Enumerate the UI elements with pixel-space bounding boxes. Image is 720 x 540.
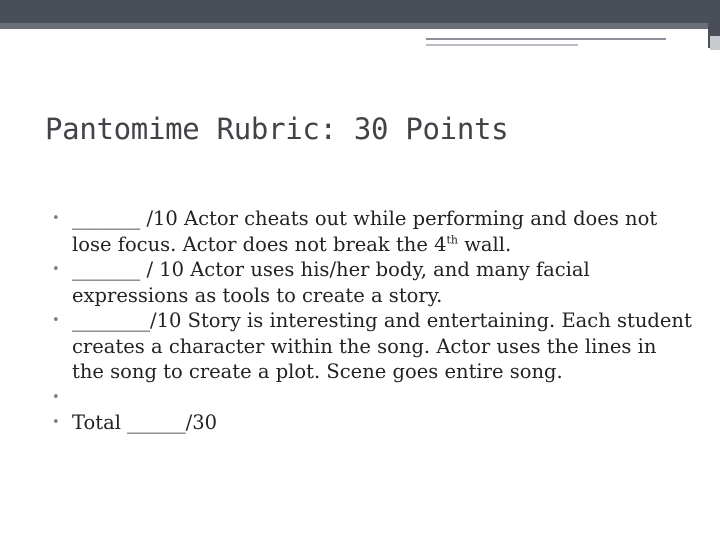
decorative-line-short xyxy=(426,44,578,46)
rubric-item-focus xyxy=(52,206,692,257)
rubric-item-empty xyxy=(52,385,692,411)
corner-block-light xyxy=(710,36,720,50)
total-score-text: Total ______/30 xyxy=(72,411,218,434)
bullet-icon: • xyxy=(52,415,60,430)
top-bar xyxy=(0,0,720,21)
ordinal-suffix: th xyxy=(446,232,459,246)
decorative-line xyxy=(426,38,666,40)
rubric-item-text: ________/10 Story is interesting and entertaining. Each student creates a character within the song. Actor uses the lines in the song to create a plot. Scene goes entire song. xyxy=(72,309,692,383)
top-bar-accent-light xyxy=(0,23,708,29)
rubric-item-total xyxy=(52,410,692,436)
rubric-item-body-expression xyxy=(52,257,692,308)
slide-title: Pantomime Rubric: 30 Points xyxy=(45,112,509,146)
rubric-item-text: _______ / 10 Actor uses his/her body, and many facial expressions as tools to create a story. xyxy=(72,258,590,307)
rubric-item-text-main: _______ /10 Actor cheats out while performing and does not lose focus. Actor does not break the 4 xyxy=(72,207,658,256)
rubric-item-text xyxy=(72,207,657,256)
bullet-icon: • xyxy=(52,211,60,226)
bullet-icon: • xyxy=(52,262,60,277)
rubric-list xyxy=(52,206,692,436)
rubric-item-text-end: wall. xyxy=(458,232,512,256)
rubric-item-story xyxy=(52,308,692,385)
bullet-icon: • xyxy=(52,389,60,405)
bullet-icon: • xyxy=(52,313,60,328)
